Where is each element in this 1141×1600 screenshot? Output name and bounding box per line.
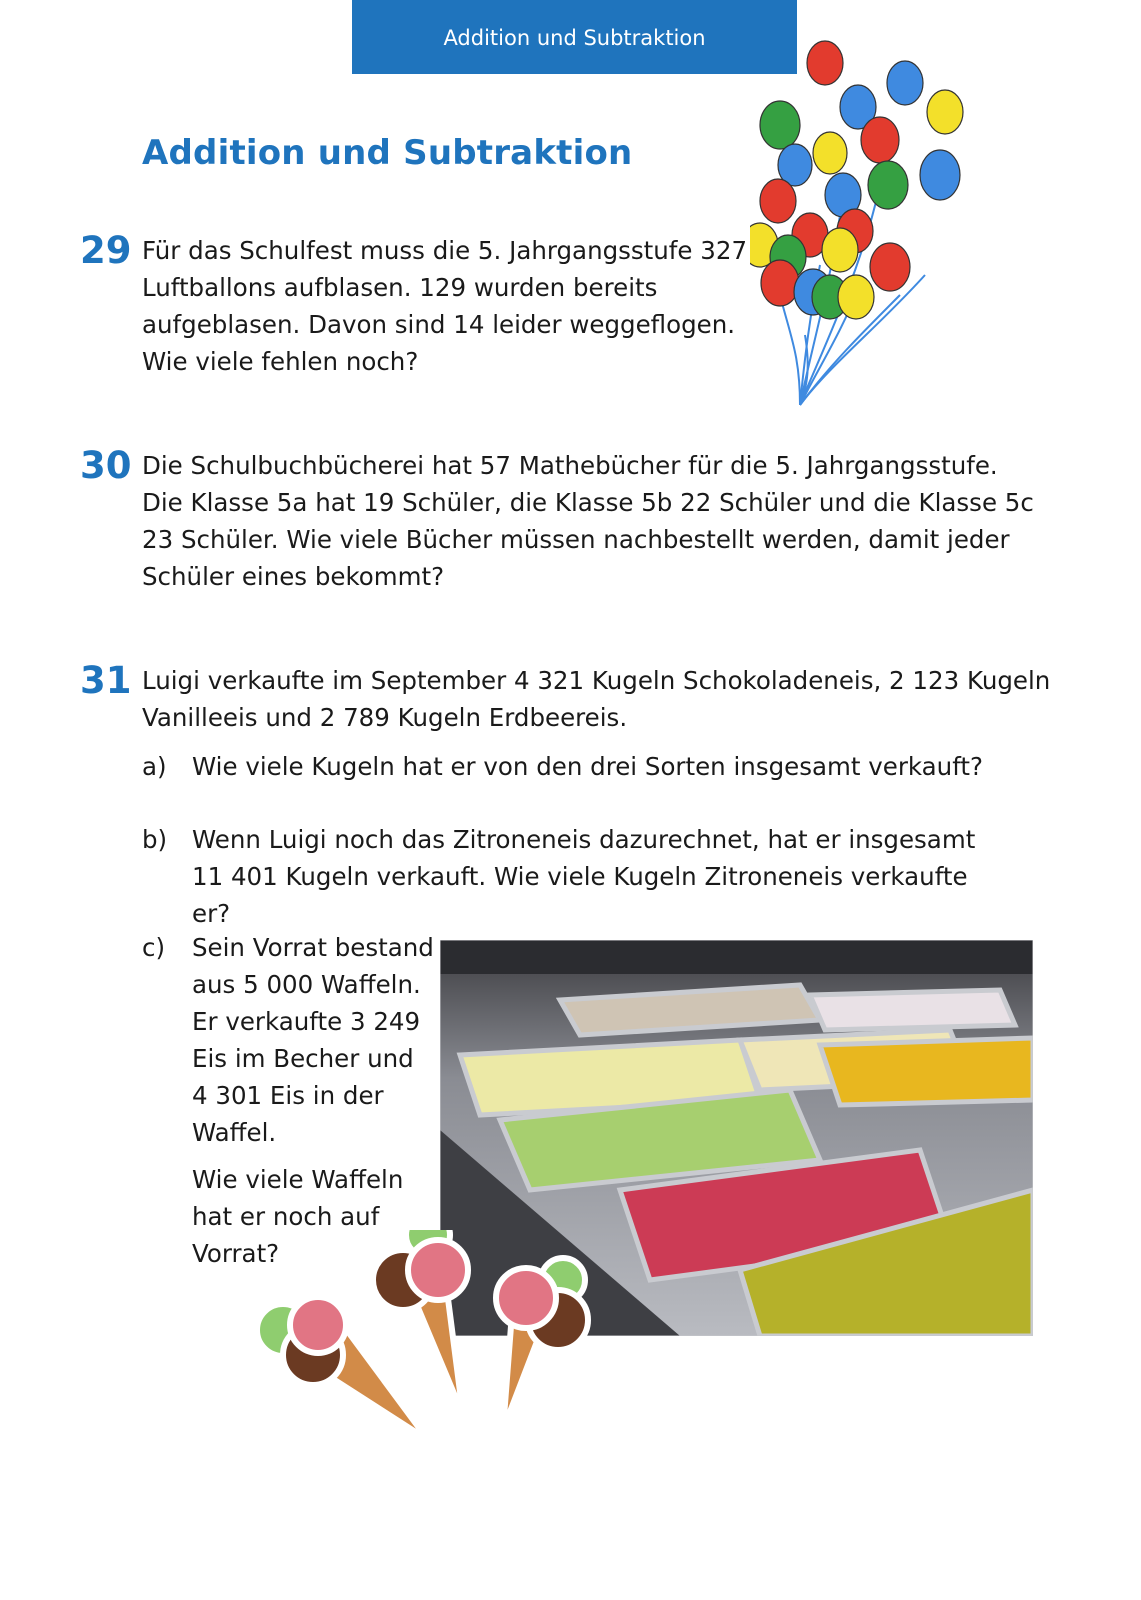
subtask-line: Eis im Becher und	[192, 1044, 414, 1073]
subtask-text	[192, 748, 1012, 785]
subtask-line: hat er noch auf	[192, 1202, 380, 1231]
subtask-line: 4 301 Eis in der	[192, 1081, 384, 1110]
header-tab-label: Addition und Subtraktion	[443, 26, 706, 50]
subtask-label: c)	[142, 933, 166, 962]
subtask-line: Wenn Luigi noch das Zitroneneis dazurechnet, hat er insgesamt	[192, 825, 976, 854]
task-text	[142, 662, 1062, 736]
subtask-line: Wie viele Waffeln	[192, 1165, 404, 1194]
ice-cream-cones-icon	[258, 1230, 658, 1530]
task-number: 30	[80, 444, 132, 487]
task-text	[142, 447, 1042, 595]
task-line: 23 Schüler. Wie viele Bücher müssen nachbestellt werden, damit jeder	[142, 525, 1010, 554]
task-line: aufgeblasen. Davon sind 14 leider weggeflogen.	[142, 310, 736, 339]
subtask-text	[192, 821, 1012, 932]
subtask-line: Waffel.	[192, 1118, 277, 1147]
task-line: Schüler eines bekommt?	[142, 562, 445, 591]
task-line: Luigi verkaufte im September 4 321 Kugeln Schokoladeneis, 2 123 Kugeln	[142, 666, 1051, 695]
subtask-line: Wie viele Kugeln hat er von den drei Sorten insgesamt verkauft?	[192, 752, 984, 781]
subtask-line: Vorrat?	[192, 1239, 280, 1268]
task-number: 29	[80, 229, 132, 272]
task-line: Luftballons aufblasen. 129 wurden bereits	[142, 273, 658, 302]
subtask-line: Sein Vorrat bestand	[192, 933, 434, 962]
subtask-line: aus 5 000 Waffeln.	[192, 970, 421, 999]
balloon-bunch-icon	[750, 35, 1030, 415]
task-line: Für das Schulfest muss die 5. Jahrgangsstufe 327	[142, 236, 748, 265]
task-line: Wie viele fehlen noch?	[142, 347, 419, 376]
subtask-label: b)	[142, 825, 168, 854]
task-line: Die Schulbuchbücherei hat 57 Mathebücher für die 5. Jahrgangsstufe.	[142, 451, 998, 480]
task-number: 31	[80, 659, 132, 702]
subtask-text	[192, 929, 442, 1151]
page-title: Addition und Subtraktion	[142, 133, 633, 173]
subtask-line: Er verkaufte 3 249	[192, 1007, 421, 1036]
task-text	[142, 232, 762, 380]
subtask-label: a)	[142, 752, 167, 781]
header-tab	[352, 0, 797, 74]
subtask-line: 11 401 Kugeln verkauft. Wie viele Kugeln Zitroneneis verkaufte er?	[192, 862, 968, 928]
task-line: Vanilleeis und 2 789 Kugeln Erdbeereis.	[142, 703, 628, 732]
task-line: Die Klasse 5a hat 19 Schüler, die Klasse 5b 22 Schüler und die Klasse 5c	[142, 488, 1034, 517]
